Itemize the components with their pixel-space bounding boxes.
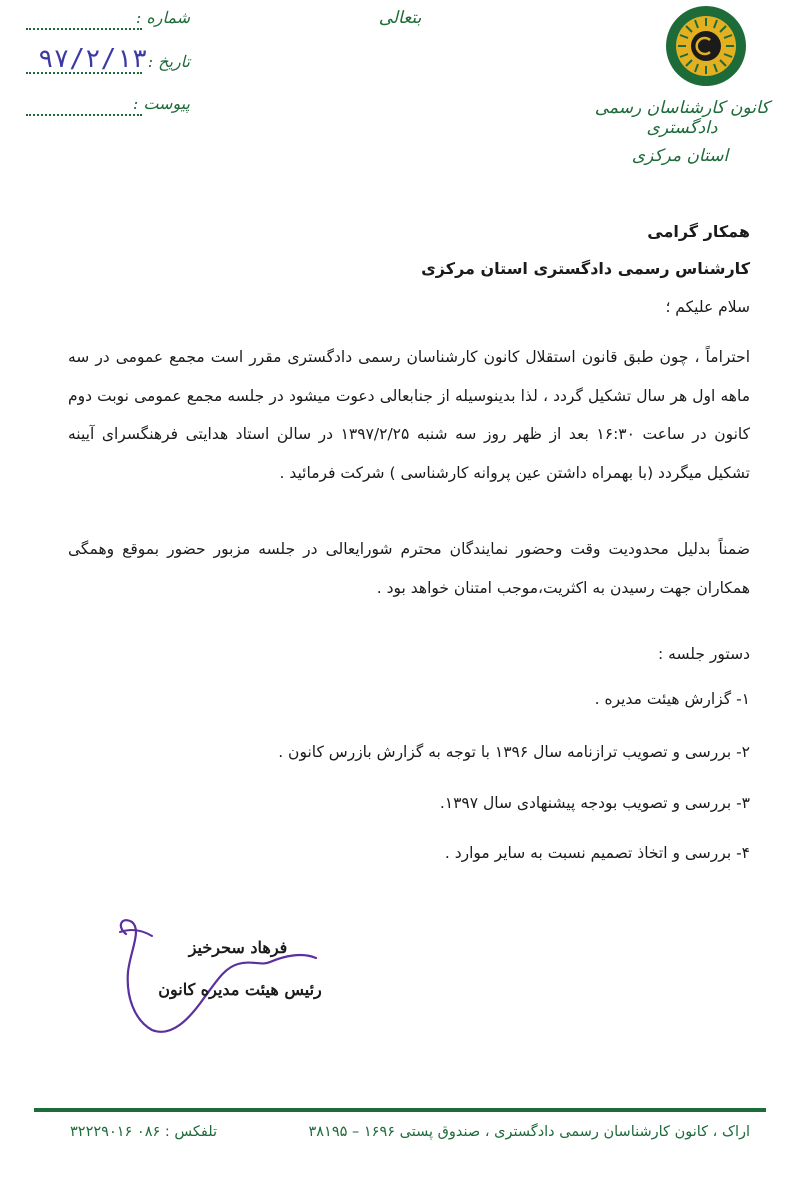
punctuality-paragraph: ضمناً بدلیل محدودیت وقت وحضور نمایندگان محترم شورایعالی در جلسه مزبور حضور بموقع وهمگی همکاران جهت رسیدن به اکثریت،موجب امتنان خواهد بود .: [68, 540, 750, 597]
footer-address: اراک ، کانون کارشناسان رسمی دادگستری ، صندوق پستی ۱۶۹۶ – ۳۸۱۹۵: [308, 1124, 750, 1140]
greeting: سلام علیکم ؛: [665, 298, 750, 316]
attachment-dotted-line: [26, 114, 142, 116]
agenda-item-1: ۱- گزارش هیئت مدیره .: [594, 690, 750, 708]
signer-name: فرهاد سحرخیز: [188, 938, 288, 957]
letter-date-field: [20, 44, 190, 80]
organization-province: استان مرکزی: [631, 146, 729, 166]
handwritten-signature: [112, 912, 322, 1042]
number-label: شماره :: [135, 8, 190, 27]
date-label: تاریخ :: [147, 52, 190, 71]
agenda-item-3: ۳- بررسی و تصویب بودجه پیشنهادی سال ۱۳۹۷.: [439, 794, 750, 812]
handwritten-date: ۹۷/۲/۱۳: [38, 44, 148, 74]
letter-number-field: [20, 8, 190, 36]
agenda-title: دستور جلسه :: [658, 645, 750, 663]
invocation-text: بتعالی: [378, 8, 422, 28]
agenda-item-2: ۲- بررسی و تصویب ترازنامه سال ۱۳۹۶ با توجه به گزارش بازرس کانون .: [278, 743, 750, 761]
addressee-line-2: کارشناس رسمی دادگستری استان مرکزی: [421, 259, 750, 278]
organization-logo: [664, 4, 748, 88]
invitation-paragraph: احتراماً ، چون طبق قانون استقلال کانون کارشناسان رسمی دادگستری مقرر است مجمع عمومی در سه ماهه اول هر سال تشکیل گردد ، لذا بدینوسیله از جنابعالی دعوت میشود در جلسه مجمع عمومی نوبت دوم کانون در ساعت ۱۶:۳۰ بعد از ظهر روز سه شنبه ۱۳۹۷/۲/۲۵ در سالن استاد هدایتی فرهنگسرای آیینه تشکیل میگردد (با بهمراه داشتن عین پروانه کارشناسی ) شرکت فرمائید .: [68, 348, 751, 482]
addressee-line-1: همکار گرامی: [647, 222, 750, 241]
agenda-item-4: ۴- بررسی و اتخاذ تصمیم نسبت به سایر موارد .: [444, 844, 750, 862]
attachment-label: پیوست :: [132, 94, 190, 113]
footer-divider: [34, 1108, 766, 1112]
number-dotted-line: [26, 28, 142, 30]
footer-fax: تلفکس : ۰۸۶ ۳۲۲۲۹۰۱۶: [70, 1124, 218, 1140]
signer-title: رئیس هیئت مدیره کانون: [158, 980, 322, 999]
organization-name: کانون کارشناسان رسمی دادگستری: [594, 98, 770, 138]
letter-attachment-field: [20, 94, 190, 122]
